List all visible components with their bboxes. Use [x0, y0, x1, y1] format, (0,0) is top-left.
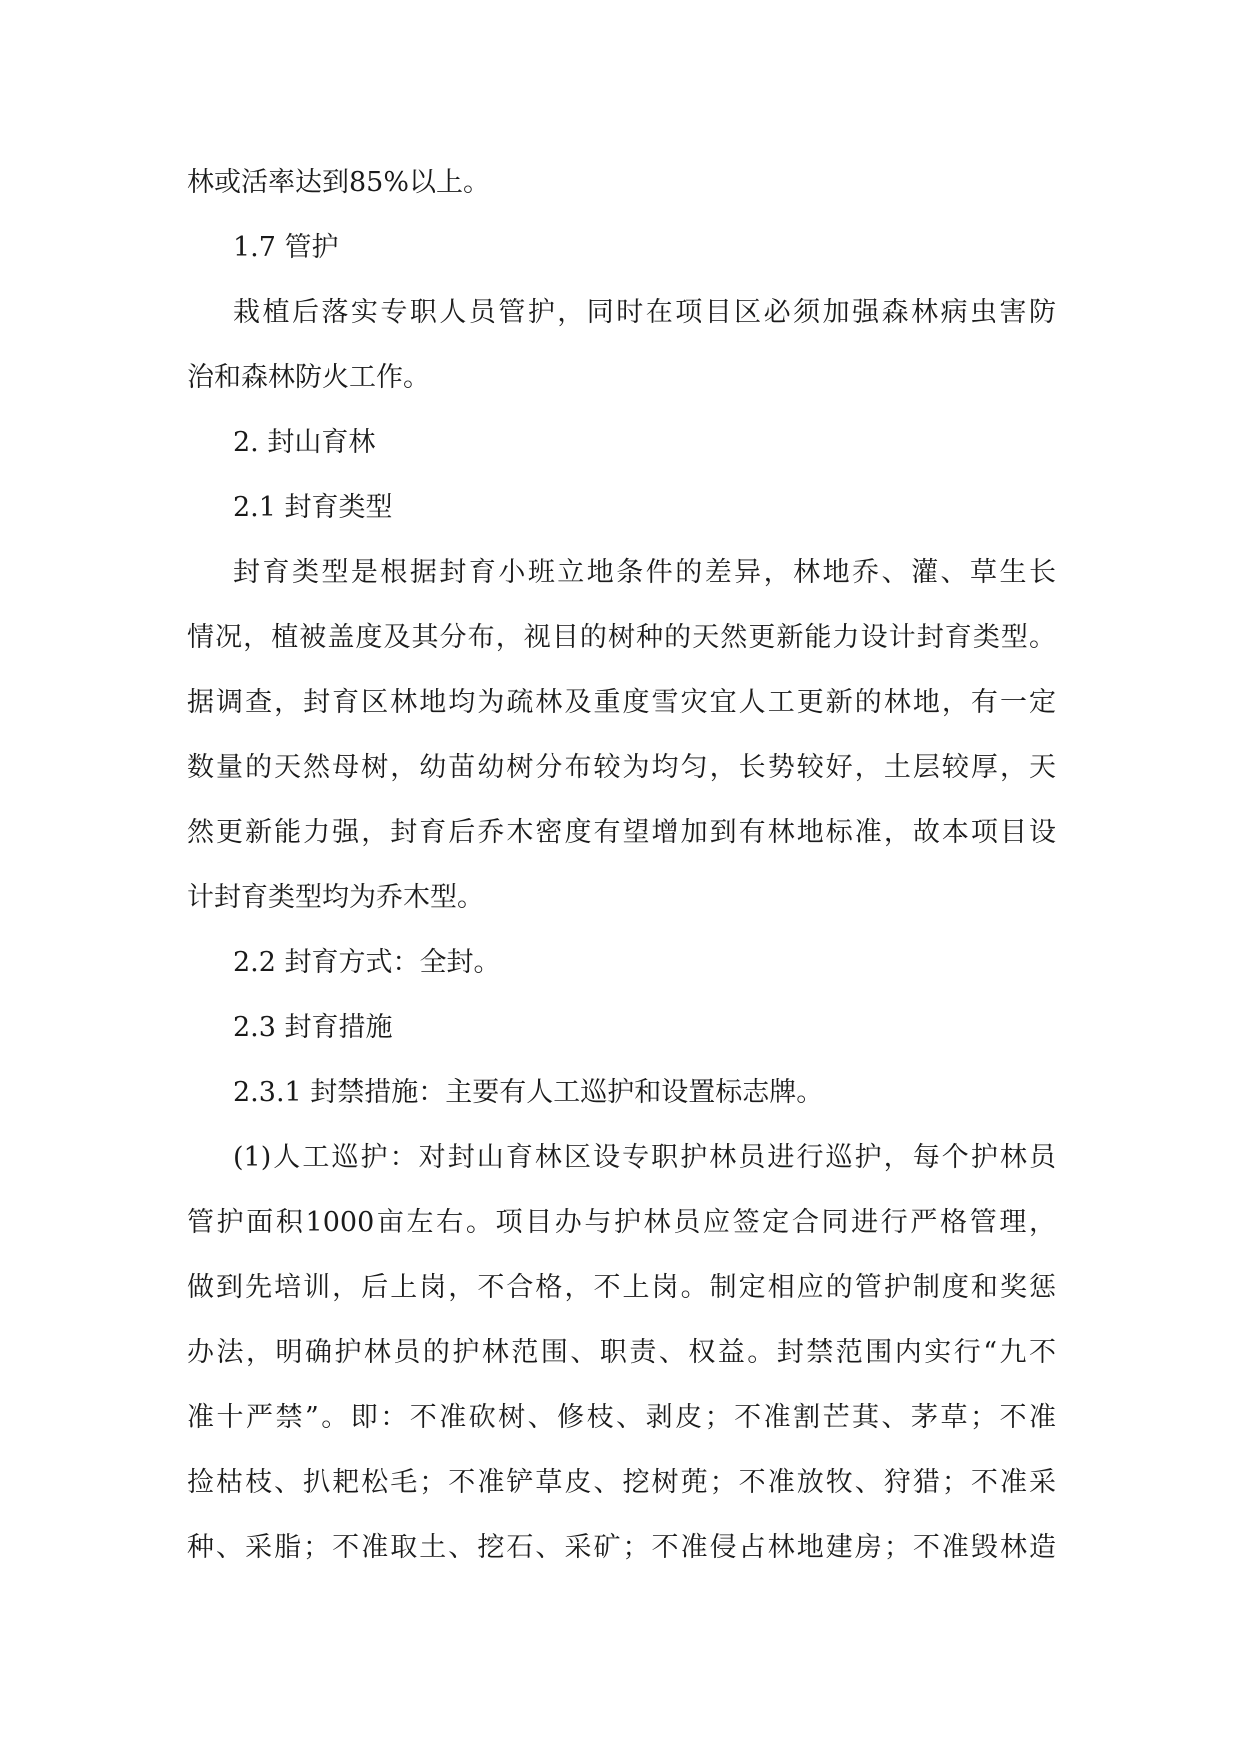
document-body — [187, 165, 1056, 1595]
text-line: 情况，植被盖度及其分布，视目的树种的天然更新能力设计封育类型。 — [187, 622, 1056, 653]
text-line: 1.7 管护 — [233, 232, 339, 263]
text-line: 做到先培训，后上岗，不合格，不上岗。制定相应的管护制度和奖惩 — [187, 1272, 1056, 1303]
text-line: 数量的天然母树，幼苗幼树分布较为均匀，长势较好，土层较厚，天 — [187, 752, 1056, 783]
text-line: 治和森林防火工作。 — [187, 362, 430, 393]
text-line: 办法，明确护林员的护林范围、职责、权益。封禁范围内实行“九不 — [187, 1337, 1056, 1368]
text-line: 准十严禁”。即：不准砍树、修枝、剥皮；不准割芒萁、茅草；不准 — [187, 1402, 1056, 1433]
text-line: 管护面积1000亩左右。项目办与护林员应签定合同进行严格管理， — [187, 1207, 1056, 1238]
text-line: 捡枯枝、扒耙松毛；不准铲草皮、挖树蔸；不准放牧、狩猎；不准采 — [187, 1467, 1056, 1498]
text-line: 然更新能力强，封育后乔木密度有望增加到有林地标准，故本项目设 — [187, 817, 1056, 848]
text-line: 2.2 封育方式：全封。 — [233, 947, 501, 978]
text-line: 据调查，封育区林地均为疏林及重度雪灾宜人工更新的林地，有一定 — [187, 687, 1056, 718]
text-line: 2.1 封育类型 — [233, 492, 393, 523]
text-line: 2.3.1 封禁措施：主要有人工巡护和设置标志牌。 — [233, 1077, 824, 1108]
text-line: 计封育类型均为乔木型。 — [187, 882, 484, 913]
text-line: (1)人工巡护：对封山育林区设专职护林员进行巡护，每个护林员 — [233, 1142, 1056, 1173]
text-line: 种、采脂；不准取土、挖石、采矿；不准侵占林地建房；不准毁林造 — [187, 1532, 1056, 1563]
text-line: 2. 封山育林 — [233, 427, 376, 458]
text-line: 林或活率达到85%以上。 — [187, 167, 491, 198]
text-line: 2.3 封育措施 — [233, 1012, 393, 1043]
text-line: 封育类型是根据封育小班立地条件的差异，林地乔、灌、草生长 — [233, 557, 1056, 588]
text-line: 栽植后落实专职人员管护，同时在项目区必须加强森林病虫害防 — [233, 297, 1056, 328]
